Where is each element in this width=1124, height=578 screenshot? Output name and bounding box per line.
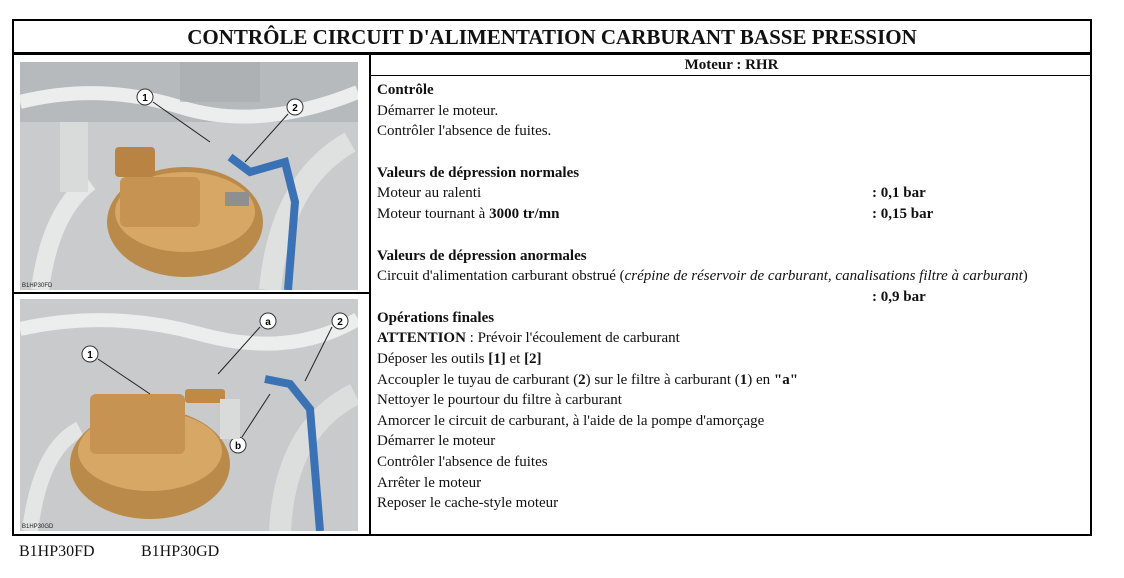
attention-text: : Prévoir l'écoulement de carburant	[465, 330, 680, 347]
figure-code-2: B1HP30GD	[22, 524, 54, 530]
procedure-sheet	[12, 19, 1092, 536]
controle-step: Contrôler l'absence de fuites.	[377, 123, 552, 140]
figure-caption-1: B1HP30FD	[19, 543, 95, 560]
tool-ref: [2]	[524, 350, 542, 367]
abnormal-values-heading: Valeurs de dépression anormales	[377, 247, 587, 264]
part-ref: 2	[578, 371, 586, 388]
controle-heading: Contrôle	[377, 82, 434, 98]
procedure-body	[371, 76, 1092, 514]
page-title: CONTRÔLE CIRCUIT D'ALIMENTATION CARBURANT BASSE PRESSION	[14, 21, 1090, 55]
fuel-filter-illustration-1	[20, 62, 358, 290]
final-step: Reposer le cache-style moteur	[377, 495, 559, 512]
step-text: et	[505, 350, 525, 367]
step-text: ) sur le filtre à carburant (	[585, 371, 740, 388]
rpm-value: 3000 tr/mn	[489, 205, 560, 222]
svg-text:a: a	[265, 317, 271, 328]
normal-value-label: Moteur tournant à	[377, 205, 490, 222]
figure-caption-2: B1HP30GD	[141, 543, 220, 560]
part-ref: "a"	[773, 371, 799, 388]
figure-column	[14, 55, 371, 536]
figure-code-1: B1HP30FD	[22, 283, 53, 289]
abnormal-text-end: )	[1022, 268, 1028, 285]
final-ops-heading: Opérations finales	[377, 309, 495, 326]
final-step: Démarrer le moteur	[377, 433, 496, 450]
engine-label: Moteur : RHR	[371, 55, 1092, 76]
step-text: Accoupler le tuyau de carburant (	[377, 371, 579, 388]
final-step-remove-tools	[377, 349, 1092, 370]
fuel-filter-illustration-2	[20, 299, 358, 531]
normal-value-row	[377, 183, 1092, 204]
final-step: Nettoyer le pourtour du filtre à carburant	[377, 392, 622, 409]
svg-text:b: b	[234, 441, 242, 452]
normal-value: : 0,15 bar	[872, 205, 934, 222]
normal-value-label: Moteur au ralenti	[377, 185, 482, 202]
tool-ref: [1]	[488, 350, 506, 367]
final-step: Arrêter le moteur	[377, 474, 482, 491]
final-step: Contrôler l'absence de fuites	[377, 453, 548, 470]
engine-photo-2	[20, 299, 358, 531]
step-text: Déposer les outils	[377, 350, 489, 367]
part-ref: 1	[739, 371, 748, 388]
figure-divider	[14, 292, 369, 294]
final-step-connect-hose	[377, 370, 1092, 391]
engine-photo-1	[20, 62, 358, 290]
step-text: ) en	[747, 371, 774, 388]
attention-label: ATTENTION	[377, 330, 466, 347]
abnormal-value-row	[377, 266, 1082, 305]
final-step: Amorcer le circuit de carburant, à l'aide de la pompe d'amorçage	[377, 412, 765, 429]
abnormal-cause: crépine de réservoir de carburant, canalisations filtre à carburant	[624, 268, 1023, 285]
abnormal-value: : 0,9 bar	[872, 288, 926, 305]
abnormal-text: Circuit d'alimentation carburant obstrué (	[377, 268, 625, 285]
svg-text:1: 1	[142, 93, 148, 104]
svg-text:1: 1	[87, 350, 93, 361]
normal-value-row	[377, 204, 1092, 225]
svg-text:2: 2	[337, 317, 343, 328]
svg-text:2: 2	[292, 103, 298, 114]
normal-value: : 0,1 bar	[872, 185, 926, 202]
normal-values-heading: Valeurs de dépression normales	[377, 164, 580, 181]
procedure-text-column	[371, 55, 1092, 536]
controle-step: Démarrer le moteur.	[377, 102, 499, 119]
attention-line	[377, 328, 1092, 349]
